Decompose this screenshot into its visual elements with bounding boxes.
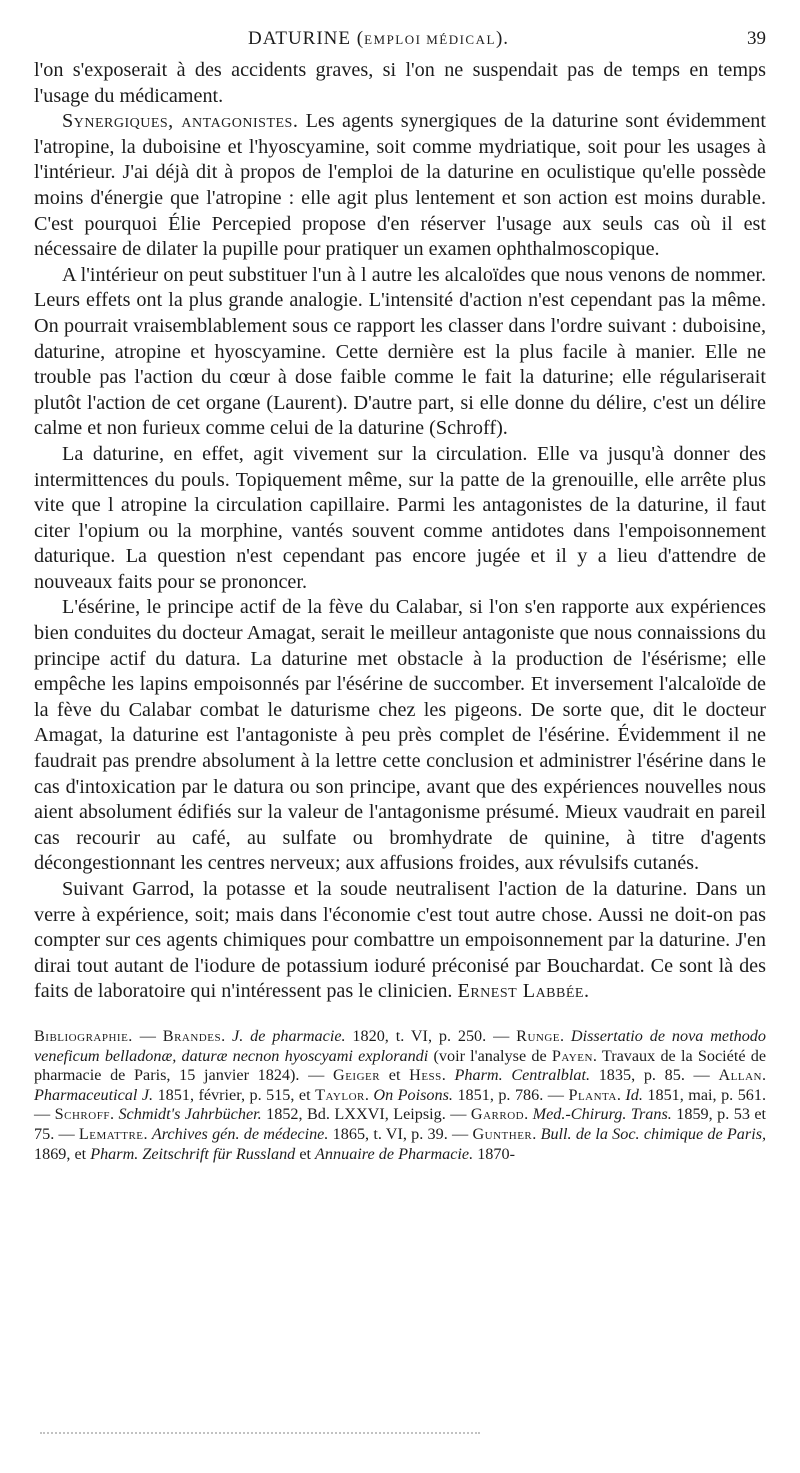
bibliography-author: Schroff: [54, 1105, 110, 1124]
bibliography-text: (voir l'analyse de: [428, 1046, 552, 1065]
bibliography-title: On Poisons.: [373, 1085, 453, 1104]
bibliography-author: Lemattre: [78, 1124, 144, 1143]
bibliography-title: Id.: [625, 1085, 643, 1104]
bibliography-title: J. de pharmacie.: [232, 1026, 346, 1045]
bibliography-text: .: [221, 1026, 233, 1045]
bibliography-title: Annuaire de Pharmacie.: [315, 1144, 474, 1163]
bibliography-title: Archives gén. de médecine.: [151, 1124, 329, 1143]
bibliography-author: Runge: [516, 1026, 560, 1045]
body-text: [34, 58, 766, 1005]
bibliography-text: 1851, février, p. 515, et: [153, 1085, 316, 1104]
paragraph-synergiques-text: Les agents synergiques de la daturine sont évidemment l'atropine, la duboisine et l'hyoscyamine, soit comme mydriatique, soit pour les usages à l'intérieur. J'ai déjà dit à propos de l'emploi de la daturine en oculistique qu'elle possède moins d'énergie que l'atropine : elle agit plus lentement et son action est moins durable. C'est pourquoi Élie Percepied propose d'en réserver l'usage aux seuls cas où il est nécessaire de dilater la pupille pour pratiquer un examen ophthalmoscopique.: [34, 110, 766, 261]
bibliography-title: Dissertatio de nova methodo veneficum belladonæ, daturæ necnon hyoscyami explorandi: [34, 1026, 766, 1065]
bibliography-title: Med.-Chirurg. Trans.: [532, 1105, 672, 1124]
author-signature: Ernest Labbée.: [457, 980, 590, 1003]
bibliography-entries: [34, 1027, 766, 1163]
bibliography-text: .: [109, 1105, 119, 1124]
running-title-close: ).: [495, 28, 510, 49]
bibliography-text: .: [761, 1066, 767, 1085]
running-title: [248, 28, 509, 50]
page-number: 39: [747, 28, 766, 49]
paragraph-circulation: La daturine, en effet, agit vivement sur la circulation. Elle va jusqu'à donner des intermittences du pouls. Topiquement même, sur la patte de la grenouille, elle arrête plus vite que l atropine la circulation capillaire. Parmi les antagonistes de la daturine, il faut citer l'opium ou la morphine, vantés souvent comme antidotes dans l'empoisonnement daturique. La question n'est cependant pas encore jugée et il y a lieu d'attendre de nouveaux faits pour se prononcer.: [34, 442, 766, 593]
running-head: [34, 24, 766, 58]
bibliography-text: .: [532, 1124, 541, 1143]
bibliography-text: 1869, et: [34, 1144, 91, 1163]
paragraph-garrod-text: Suivant Garrod, la potasse et la soude neutralisent l'action de la daturine. Dans un verre à expérience, soit; mais dans l'économie c'est tout autre chose. Aussi ne doit-on pas compter sur ces agents chimiques pour combattre un empoisonnement par la daturine. J'en dirai tout autant de l'iodure de potassium ioduré préconisé par Bouchardat. Ce sont là des faits de laboratoire qui n'intéressent pas le clinicien.: [34, 878, 766, 1003]
bibliography-text: 1852, Bd. LXXVI, Leipsig. —: [261, 1105, 471, 1124]
bibliography-text: 1820, t. VI, p. 250. —: [345, 1026, 517, 1045]
bibliography-text: et: [380, 1066, 410, 1085]
bibliography-author: Payen: [551, 1046, 593, 1065]
bibliography-lead: Bibliographie.: [34, 1026, 133, 1045]
bibliography-author: Brandes: [162, 1026, 222, 1045]
bibliography-text: et: [295, 1144, 316, 1163]
bibliography-text: .: [441, 1066, 455, 1085]
bibliography-text: .: [616, 1085, 626, 1104]
bibliography-text: 1859, p. 53 et 75. —: [34, 1105, 767, 1143]
page-footer-marks: [40, 1432, 480, 1437]
bibliography-author: Garrod: [470, 1105, 525, 1124]
bibliography: [34, 1027, 766, 1164]
bibliography-author: Gunther: [472, 1124, 533, 1143]
bibliography-text: —: [132, 1026, 163, 1045]
bibliography-title: Bull. de la Soc. chimique de Paris,: [540, 1124, 767, 1143]
bibliography-title: Pharm. Zeitschrift für Russland: [90, 1144, 296, 1163]
bibliography-title: Pharmaceutical J.: [34, 1085, 154, 1104]
bibliography-text: .: [143, 1124, 152, 1143]
bibliography-author: Taylor: [315, 1085, 365, 1104]
bibliography-text: .: [560, 1026, 571, 1045]
bibliography-text: 1870-: [473, 1144, 515, 1163]
running-title-main: DATURINE (: [248, 28, 365, 49]
paragraph-garrod: [34, 877, 766, 1005]
paragraph-interieur: A l'intérieur on peut substituer l'un à l autre les alcaloïdes que nous venons de nommer. Leurs effets ont la plus grande analogie. L'intensité d'action n'est cependant pas la même. On pourrait vraisemblablement sous ce rapport les classer dans l'ordre suivant : duboisine, daturine, atropine et hyoscyamine. Cette dernière est la plus facile à manier. Elle ne trouble pas l'action du cœur à dose faible comme le fait la daturine; elle régulariserait plutôt l'action de cet organe (Laurent). D'autre part, si elle donne du délire, c'est un délire calme et non furieux comme celui de la daturine (Schroff).: [34, 263, 766, 440]
running-title-subject: EMPLOI MÉDICAL: [364, 32, 496, 47]
bibliography-title: Pharm. Centralblat.: [454, 1066, 591, 1085]
bibliography-author: Allan: [718, 1066, 762, 1085]
bibliography-title: Schmidt's Jahrbücher.: [118, 1105, 262, 1124]
bibliography-text: 1835, p. 85. —: [590, 1066, 719, 1085]
bibliography-text: .: [524, 1105, 533, 1124]
paragraph-continuation: l'on s'exposerait à des accidents graves, si l'on ne suspendait pas de temps en temps l'usage du médicament.: [34, 59, 766, 107]
bibliography-text: 1865, t. VI, p. 39. —: [328, 1124, 473, 1143]
bibliography-text: . Travaux de la Société de pharmacie de Paris, 15 janvier 1824). —: [34, 1046, 766, 1085]
book-page: [34, 24, 766, 1164]
bibliography-author: Hess: [409, 1066, 442, 1085]
paragraph-synergiques: [34, 109, 766, 263]
bibliography-text: 1851, p. 786. —: [452, 1085, 569, 1104]
section-lead: Synergiques, antagonistes.: [62, 110, 299, 133]
bibliography-text: 1851, mai, p. 561. —: [34, 1085, 767, 1124]
bibliography-text: .: [364, 1085, 374, 1104]
bibliography-author: Geiger: [333, 1066, 381, 1085]
bibliography-author: Planta: [568, 1085, 617, 1104]
paragraph-eserine: L'ésérine, le principe actif de la fève du Calabar, si l'on s'en rapporte aux expériences bien conduites du docteur Amagat, serait le meilleur antagoniste que nous connaissions du principe actif du datura. La daturine met obstacle à la production de l'ésérisme; elle empêche les lapins empoisonnés par l'ésérine de succomber. Et inversement l'alcaloïde de la fève du Calabar combat le daturisme chez les pigeons. De sorte que, dit le docteur Amagat, la daturine est l'antagoniste à peu près complet de l'ésérine. Évidemment il ne faudrait pas prendre absolument à la lettre cette conclusion et administrer l'ésérine dans le cas d'intoxication par le datura ou son principe, avant que des expériences nouvelles nous aient absolument édifiés sur la valeur de l'antagonisme présumé. Mieux vaudrait en pareil cas recourir au café, au sulfate ou bromhydrate de quinine, à titre d'agents décongestionnant les centres nerveux; aux affusions froides, aux révulsifs cutanés.: [34, 596, 766, 875]
